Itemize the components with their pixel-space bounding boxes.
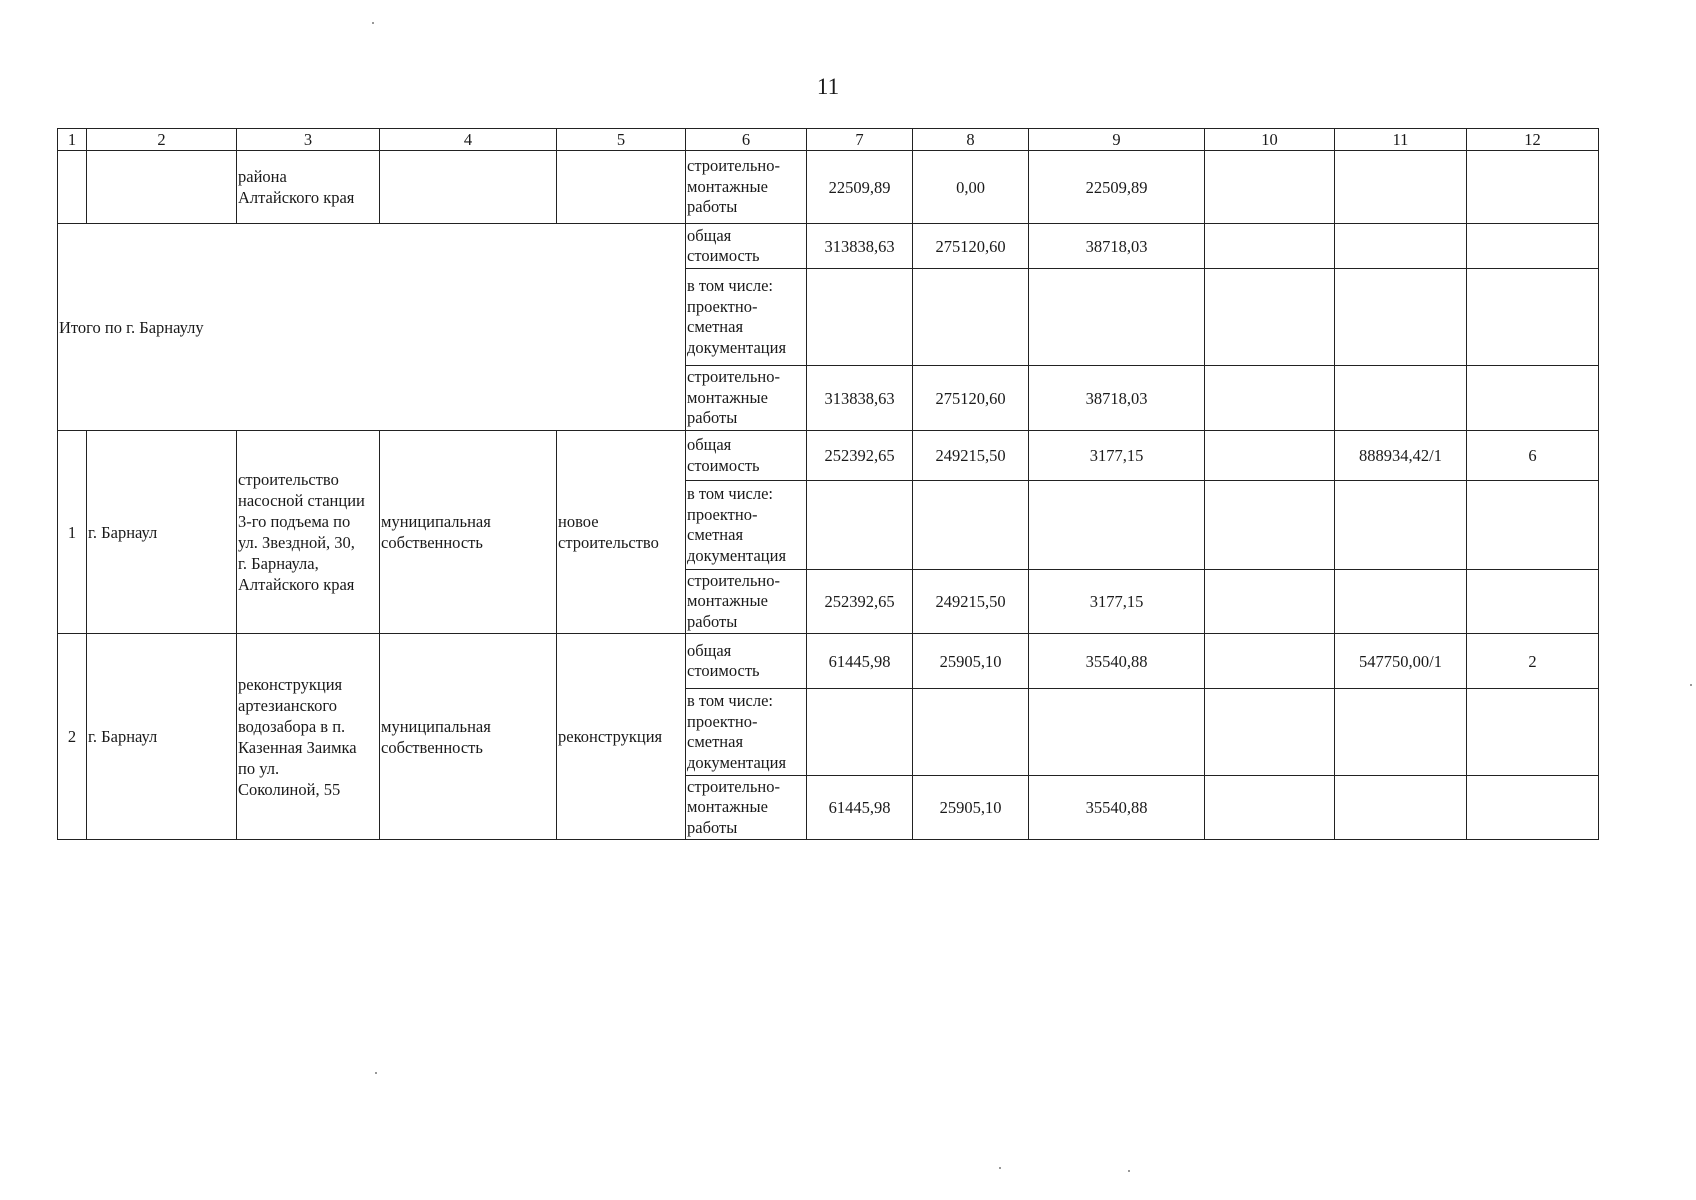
- value-cell: 888934,42/1: [1335, 431, 1467, 481]
- value-cell: 0,00: [913, 151, 1029, 224]
- column-number: 3: [237, 129, 380, 151]
- empty-cell: [913, 269, 1029, 366]
- empty-cell: [1205, 689, 1335, 776]
- empty-cell: [1205, 431, 1335, 481]
- empty-cell: [807, 269, 913, 366]
- empty-cell: [913, 689, 1029, 776]
- column-number-row: [58, 129, 1599, 151]
- empty-cell: [1467, 570, 1599, 634]
- construction-type-cell: реконструкция: [557, 634, 686, 840]
- column-number: 11: [1335, 129, 1467, 151]
- cost-type-cell: строительно- монтажные работы: [686, 366, 807, 431]
- empty-cell: [1029, 269, 1205, 366]
- empty-cell: [1205, 224, 1335, 269]
- empty-cell: [1205, 570, 1335, 634]
- scan-speck: [375, 1072, 377, 1074]
- value-cell: 3177,15: [1029, 570, 1205, 634]
- row-number: 2: [58, 634, 87, 840]
- object-name-cell: реконструкция артезианского водозабора в п. Казенная Заимка по ул. Соколиной, 55: [237, 634, 380, 840]
- object-name-cell: района Алтайского края: [237, 151, 380, 224]
- value-cell: 547750,00/1: [1335, 634, 1467, 689]
- empty-cell: [1467, 776, 1599, 840]
- value-cell: 3177,15: [1029, 431, 1205, 481]
- value-cell: 249215,50: [913, 570, 1029, 634]
- column-number: 10: [1205, 129, 1335, 151]
- value-cell: 313838,63: [807, 366, 913, 431]
- empty-cell: [1467, 481, 1599, 570]
- empty-cell: [1467, 224, 1599, 269]
- empty-cell: [1335, 481, 1467, 570]
- cost-type-cell: общая стоимость: [686, 431, 807, 481]
- column-number: 5: [557, 129, 686, 151]
- value-cell: 22509,89: [1029, 151, 1205, 224]
- object-name-cell: строительство насосной станции 3-го подъема по ул. Звездной, 30, г. Барнаула, Алтайского края: [237, 431, 380, 634]
- empty-cell: [1467, 151, 1599, 224]
- scan-speck: [1128, 1170, 1130, 1172]
- column-number: 7: [807, 129, 913, 151]
- column-number: 8: [913, 129, 1029, 151]
- empty-cell: [1335, 151, 1467, 224]
- value-cell: 2: [1467, 634, 1599, 689]
- value-cell: 38718,03: [1029, 366, 1205, 431]
- empty-cell: [557, 151, 686, 224]
- value-cell: 35540,88: [1029, 634, 1205, 689]
- value-cell: 61445,98: [807, 634, 913, 689]
- empty-cell: [1335, 689, 1467, 776]
- ownership-cell: муниципальная собственность: [380, 634, 557, 840]
- empty-cell: [1335, 269, 1467, 366]
- empty-cell: [380, 151, 557, 224]
- table-row: [58, 151, 1599, 224]
- empty-cell: [87, 151, 237, 224]
- empty-cell: [1467, 269, 1599, 366]
- value-cell: 35540,88: [1029, 776, 1205, 840]
- investment-table: [57, 128, 1599, 840]
- column-number: 9: [1029, 129, 1205, 151]
- scan-speck: [372, 22, 374, 24]
- ownership-cell: муниципальная собственность: [380, 431, 557, 634]
- cost-type-cell: строительно- монтажные работы: [686, 776, 807, 840]
- empty-cell: [1029, 481, 1205, 570]
- value-cell: 249215,50: [913, 431, 1029, 481]
- empty-cell: [1335, 366, 1467, 431]
- column-number: 12: [1467, 129, 1599, 151]
- value-cell: 252392,65: [807, 570, 913, 634]
- empty-cell: [1205, 481, 1335, 570]
- empty-cell: [807, 689, 913, 776]
- cost-type-cell: в том числе: проектно- сметная документация: [686, 689, 807, 776]
- empty-cell: [913, 481, 1029, 570]
- value-cell: 252392,65: [807, 431, 913, 481]
- empty-cell: [1335, 776, 1467, 840]
- value-cell: 275120,60: [913, 366, 1029, 431]
- empty-cell: [58, 151, 87, 224]
- value-cell: 25905,10: [913, 634, 1029, 689]
- value-cell: 6: [1467, 431, 1599, 481]
- total-label: Итого по г. Барнаулу: [58, 224, 686, 431]
- empty-cell: [1467, 366, 1599, 431]
- cost-type-cell: в том числе: проектно- сметная документация: [686, 269, 807, 366]
- page-number: 11: [816, 74, 840, 99]
- value-cell: 25905,10: [913, 776, 1029, 840]
- empty-cell: [1029, 689, 1205, 776]
- empty-cell: [1205, 634, 1335, 689]
- construction-type-cell: новое строительство: [557, 431, 686, 634]
- value-cell: 22509,89: [807, 151, 913, 224]
- row-number: 1: [58, 431, 87, 634]
- cost-type-cell: строительно- монтажные работы: [686, 570, 807, 634]
- city-cell: г. Барнаул: [87, 431, 237, 634]
- column-number: 2: [87, 129, 237, 151]
- column-number: 4: [380, 129, 557, 151]
- empty-cell: [1467, 689, 1599, 776]
- value-cell: 275120,60: [913, 224, 1029, 269]
- cost-type-cell: общая стоимость: [686, 224, 807, 269]
- table-row: [58, 224, 1599, 269]
- column-number: 1: [58, 129, 87, 151]
- scan-speck: [1690, 684, 1692, 686]
- table-row: [58, 431, 1599, 481]
- value-cell: 38718,03: [1029, 224, 1205, 269]
- value-cell: 61445,98: [807, 776, 913, 840]
- cost-type-cell: строительно- монтажные работы: [686, 151, 807, 224]
- empty-cell: [1205, 366, 1335, 431]
- value-cell: 313838,63: [807, 224, 913, 269]
- empty-cell: [1205, 776, 1335, 840]
- table-row: [58, 634, 1599, 689]
- empty-cell: [1205, 269, 1335, 366]
- empty-cell: [1335, 224, 1467, 269]
- column-number: 6: [686, 129, 807, 151]
- city-cell: г. Барнаул: [87, 634, 237, 840]
- empty-cell: [1205, 151, 1335, 224]
- empty-cell: [1335, 570, 1467, 634]
- empty-cell: [807, 481, 913, 570]
- cost-type-cell: в том числе: проектно- сметная документация: [686, 481, 807, 570]
- cost-type-cell: общая стоимость: [686, 634, 807, 689]
- scan-speck: [999, 1167, 1001, 1169]
